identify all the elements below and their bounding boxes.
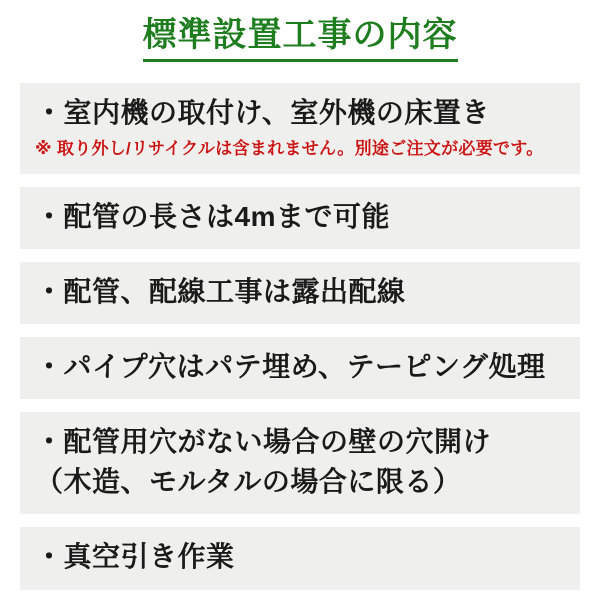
item-text: ・パイプ穴はパテ埋め、テーピング処理	[35, 350, 546, 382]
list-item-indoor-outdoor-unit	[20, 83, 580, 174]
item-text-line2: （木造、モルタルの場合に限る）	[35, 466, 462, 498]
item-text: ・配管、配線工事は露出配線	[35, 275, 406, 307]
page-title: 標準設置工事の内容	[143, 14, 458, 62]
list-item-pipe-length	[20, 187, 580, 249]
list-item-exposed-wiring	[20, 262, 580, 324]
list-item-vacuum-work	[20, 527, 580, 589]
item-text: ・配管用穴がない場合の壁の穴開け	[35, 426, 492, 458]
item-text: ・真空引き作業	[35, 541, 235, 573]
list-item-wall-hole-drilling	[20, 412, 580, 514]
installation-items-list	[20, 83, 580, 590]
item-text: ・室内機の取付け、室外機の床置き	[35, 96, 490, 128]
title-wrap	[0, 0, 600, 62]
item-note: ※ 取り外し/リサイクルは含まれません。別途ご注文が必要です。	[35, 138, 544, 158]
item-text: ・配管の長さは4mまで可能	[35, 200, 390, 232]
list-item-pipe-hole-sealing	[20, 337, 580, 399]
